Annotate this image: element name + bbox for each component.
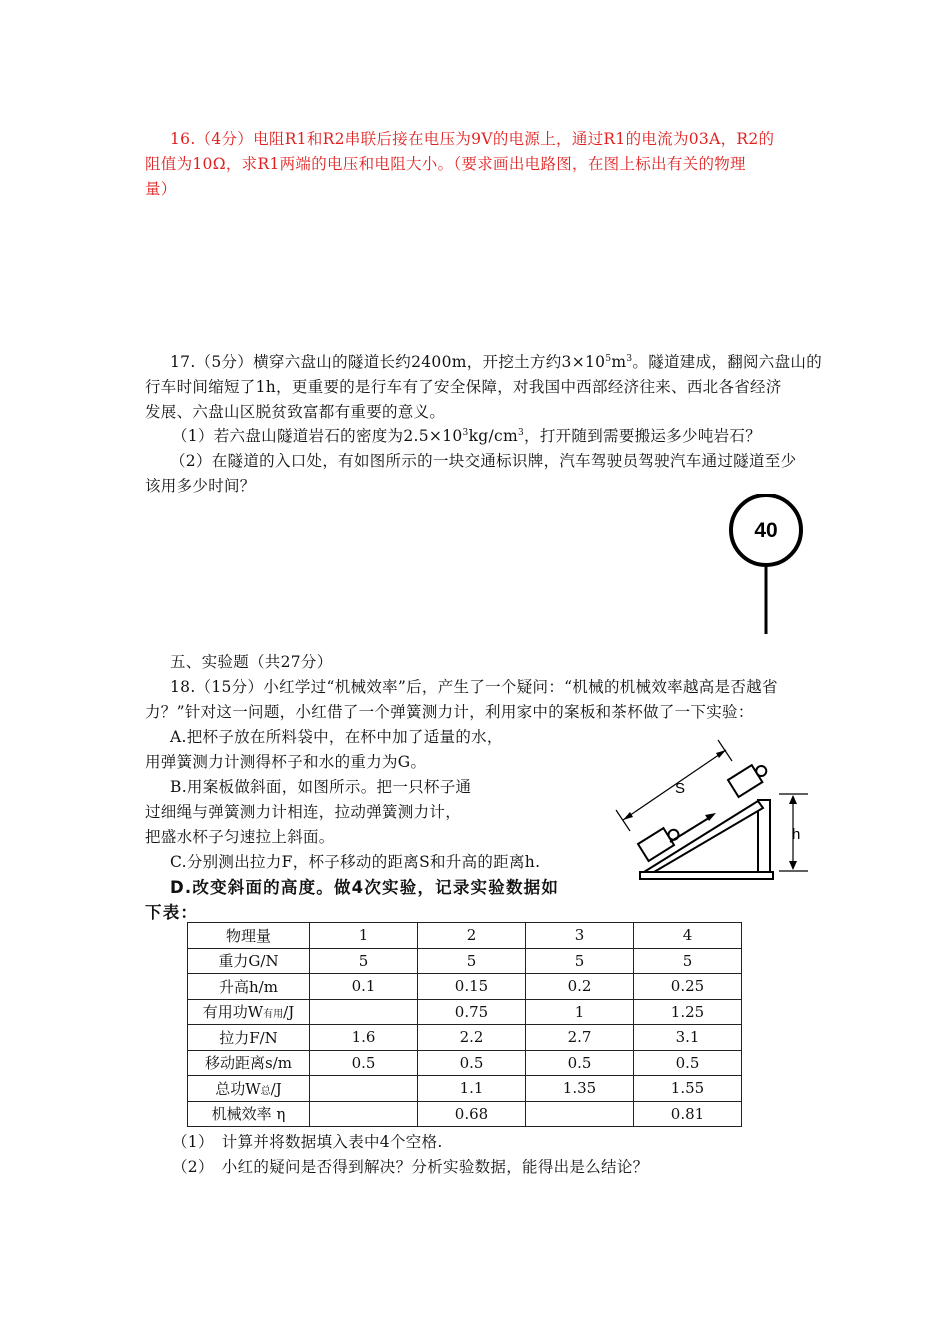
table-cell: 0.68 [418,1101,526,1127]
row-label: 移动距离s/m [188,1050,310,1076]
h-arrow-head-2 [789,861,797,870]
table-cell: 1.6 [310,1025,418,1051]
speed-limit-sign-figure [722,494,812,634]
table-cell [526,1101,634,1127]
upper-cup [728,760,771,797]
table-header-cell: 1 [310,923,418,949]
q16-line-3: 量） [145,180,177,198]
q17-text-1c: 。隧道建成，翻阅六盘山的 [632,353,823,371]
q17-line-3: 发展、六盘山区脱贫致富都有重要的意义。 [145,403,446,421]
q17-line-1 [170,350,822,372]
q18-step-a-line-1: A.把杯子放在所料袋中，在杯中加了适量的水， [170,728,503,746]
table-header-cell: 2 [418,923,526,949]
q16-line-2: 阻值为10Ω，求R1两端的电压和电阻大小。（要求画出电路图，在图上标出有关的物理 [145,155,746,173]
row-label-unit: /J [270,1079,282,1098]
q17-part1-text-b: kg/cm [468,427,518,445]
row-label: 机械效率 η [188,1101,310,1127]
q18-step-b-line-2: 过细绳与弹簧测力计相连，拉动弹簧测力计， [145,803,462,821]
table-cell: 0.5 [310,1050,418,1076]
q17-part1-text-a: （1）若六盘山隧道岩石的密度为2.5×10 [172,427,463,445]
row-label: 重力G/N [188,948,310,974]
table-cell: 0.5 [634,1050,742,1076]
table-cell: 0.2 [526,974,634,1000]
row-label: 拉力F/N [188,1025,310,1051]
label-h: h [792,826,801,843]
table-cell: 0.81 [634,1101,742,1127]
experiment-data-table [187,922,742,1127]
q17-part-1 [172,424,761,446]
q17-exponent-1: 5 [605,353,612,364]
table-cell: 1.35 [526,1076,634,1102]
table-cell: 5 [526,948,634,974]
q18-step-c: C.分别测出拉力F，杯子移动的距离S和升高的距离h. [170,853,541,871]
table-row [188,1101,742,1127]
table-row [188,1025,742,1051]
table-cell: 2.7 [526,1025,634,1051]
row-label-subscript: 有用 [263,1009,284,1021]
table-cell: 5 [418,948,526,974]
s-arrow-head-2 [716,750,726,758]
q17-exponent-2: 3 [626,353,633,364]
row-label-main: 有用功W [202,1003,264,1022]
table-cell: 2.2 [418,1025,526,1051]
row-label: 升高h/m [188,974,310,1000]
table-cell: 0.25 [634,974,742,1000]
q17-part1-exponent-2: 3 [517,427,525,438]
table-cell: 1 [526,999,634,1025]
q17-text-1a: 17.（5分）横穿六盘山的隧道长约2400m，开挖土方约3×10 [170,353,606,371]
table-row [188,948,742,974]
s-tick-1 [616,810,630,831]
table-row [188,999,742,1025]
table-cell [310,1076,418,1102]
table-row [188,1076,742,1102]
q18-step-a-line-2: 用弹簧测力计测得杯子和水的重力为G。 [145,753,427,771]
row-label [188,999,310,1025]
q18-step-b-line-3: 把盛水杯子匀速拉上斜面。 [145,828,335,846]
q17-part-2-line-1: （2）在隧道的入口处，有如图所示的一块交通标识牌，汽车驾驶员驾驶汽车通过隧道至少 [170,452,797,470]
table-cell [310,999,418,1025]
table-cell: 1.55 [634,1076,742,1102]
q18-step-d-line-1: D.改变斜面的高度。做4次实验，记录实验数据如 [170,878,560,897]
table-cell: 0.5 [526,1050,634,1076]
table-cell: 5 [310,948,418,974]
h-arrow-head-1 [789,795,797,804]
base-board [640,872,773,879]
q18-line-2: 力？”针对这一问题，小红借了一个弹簧测力计，利用家中的案板和茶杯做了一下实验： [145,703,754,721]
table-row [188,1050,742,1076]
q16-line-1: 16.（4分）电阻R1和R2串联后接在电压为9V的电源上，通过R1的电流为03A，R2的 [170,130,775,148]
sign-value: 40 [754,519,778,542]
table-cell [310,1101,418,1127]
table-header-cell: 物理量 [188,923,310,949]
table-cell: 0.75 [418,999,526,1025]
s-tick-2 [718,740,732,761]
table-cell: 3.1 [634,1025,742,1051]
table-cell: 0.15 [418,974,526,1000]
q17-part-2-line-2: 该用多少时间？ [145,477,256,495]
section-5-title: 五、实验题（共27分） [170,653,333,671]
table-cell: 0.5 [418,1050,526,1076]
q17-line-2: 行车时间缩短了1h，更重要的是行车有了安全保障，对我国中西部经济往来、西北各省经济 [145,378,782,396]
s-arrow-head-1 [623,812,633,820]
table-header-cell: 3 [526,923,634,949]
row-label-main: 总功W [215,1079,261,1098]
table-header-row [188,923,742,949]
label-s: S [675,780,686,797]
q18-subquestion-1: （1） 计算并将数据填入表中4个空格. [172,1133,443,1151]
inclined-plane-figure [608,738,823,888]
row-label [188,1076,310,1102]
q18-step-d-line-2: 下表： [145,903,199,922]
table-cell: 5 [634,948,742,974]
q17-text-1b: m [611,353,627,371]
table-cell: 1.25 [634,999,742,1025]
table-cell: 1.1 [418,1076,526,1102]
row-label-subscript: 总 [260,1085,271,1097]
q17-part1-exponent-1: 3 [462,427,469,438]
q18-line-1: 18.（15分）小红学过“机械效率”后，产生了一个疑问：“机械的机械效率越高是否越省 [170,678,778,696]
row-label-unit: /J [283,1003,295,1022]
table-row [188,974,742,1000]
table-header-cell: 4 [634,923,742,949]
table-cell: 0.1 [310,974,418,1000]
q18-subquestion-2: （2） 小红的疑问是否得到解决？分析实验数据，能得出是么结论？ [172,1158,649,1176]
q18-step-b-line-1: B.用案板做斜面，如图所示。把一只杯子通 [170,778,472,796]
q17-part1-text-c: ，打开随到需要搬运多少吨岩石？ [524,427,762,445]
